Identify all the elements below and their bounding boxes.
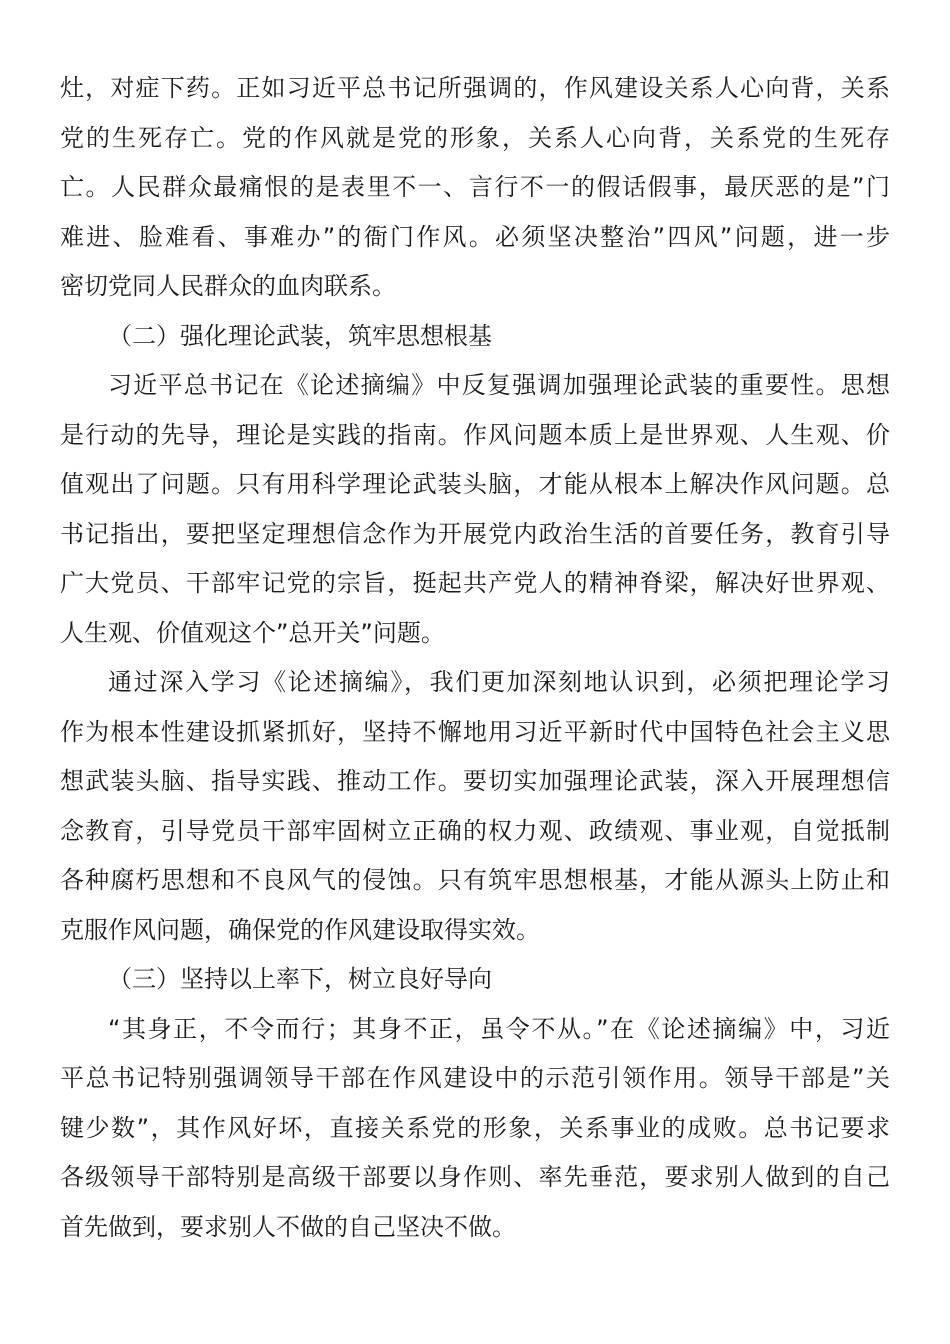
paragraph-line: 是行动的先导，理论是实践的指南。作风问题本质上是世界观、人生观、价: [60, 420, 890, 449]
paragraph-line: 首先做到，要求别人不做的自己坚决不做。: [60, 1212, 516, 1241]
paragraph-line: 书记指出，要把坚定理想信念作为开展党内政治生活的首要任务，教育引导: [60, 519, 890, 548]
paragraph-line: 通过深入学习《论述摘编》，我们更加深刻地认识到，必须把理论学习: [108, 668, 890, 696]
paragraph-line: 各种腐朽思想和不良风气的侵蚀。只有筑牢思想根基，才能从源头上防止和: [60, 866, 890, 894]
paragraph-line: 习近平总书记在《论述摘编》中反复强调加强理论武装的重要性。思想: [108, 371, 890, 399]
paragraph-line: 念教育，引导党员干部牢固树立正确的权力观、政绩观、事业观，自觉抵制: [60, 816, 890, 845]
paragraph-line: 广大党员、干部牢记党的宗旨，挺起共产党人的精神脊梁，解决好世界观、: [60, 569, 890, 597]
paragraph-line: “其身正，不令而行；其身不正，虽令不从。”在《论述摘编》中，习近: [108, 1014, 890, 1043]
document-body: [60, 64, 890, 1252]
paragraph-line: 密切党同人民群众的血肉联系。: [60, 272, 396, 300]
paragraph-line: 键少数”，其作风好坏，直接关系党的形象，关系事业的成败。总书记要求: [60, 1113, 890, 1142]
paragraph-line: 作为根本性建设抓紧抓好，坚持不懈地用习近平新时代中国特色社会主义思: [60, 717, 890, 746]
paragraph-line: 党的生死存亡。党的作风就是党的形象，关系人心向背，关系党的生死存: [60, 123, 890, 152]
paragraph-line: 难进、脸难看、事难办”的衙门作风。必须坚决整治”四风”问题，进一步: [60, 222, 890, 251]
paragraph-line: 克服作风问题，确保党的作风建设取得实效。: [60, 915, 540, 944]
paragraph-line: 各级领导干部特别是高级干部要以身作则、率先垂范，要求别人做到的自己: [60, 1163, 890, 1191]
paragraph-line: 灶，对症下药。正如习近平总书记所强调的，作风建设关系人心向背，关系: [60, 74, 890, 102]
paragraph-line: 平总书记特别强调领导干部在作风建设中的示范引领作用。领导干部是”关: [60, 1064, 890, 1092]
section-heading-2: （二）强化理论武装，筑牢思想根基: [108, 321, 492, 350]
paragraph-line: 想武装头脑、指导实践、推动工作。要切实加强理论武装，深入开展理想信: [60, 767, 890, 795]
paragraph-line: 亡。人民群众最痛恨的是表里不一、言行不一的假话假事，最厌恶的是”门: [60, 173, 890, 201]
section-heading-3: （三）坚持以上率下，树立良好导向: [108, 965, 492, 993]
paragraph-line: 值观出了问题。只有用科学理论武装头脑，才能从根本上解决作风问题。总: [60, 470, 890, 498]
paragraph-line: 人生观、价值观这个”总开关”问题。: [60, 618, 445, 647]
